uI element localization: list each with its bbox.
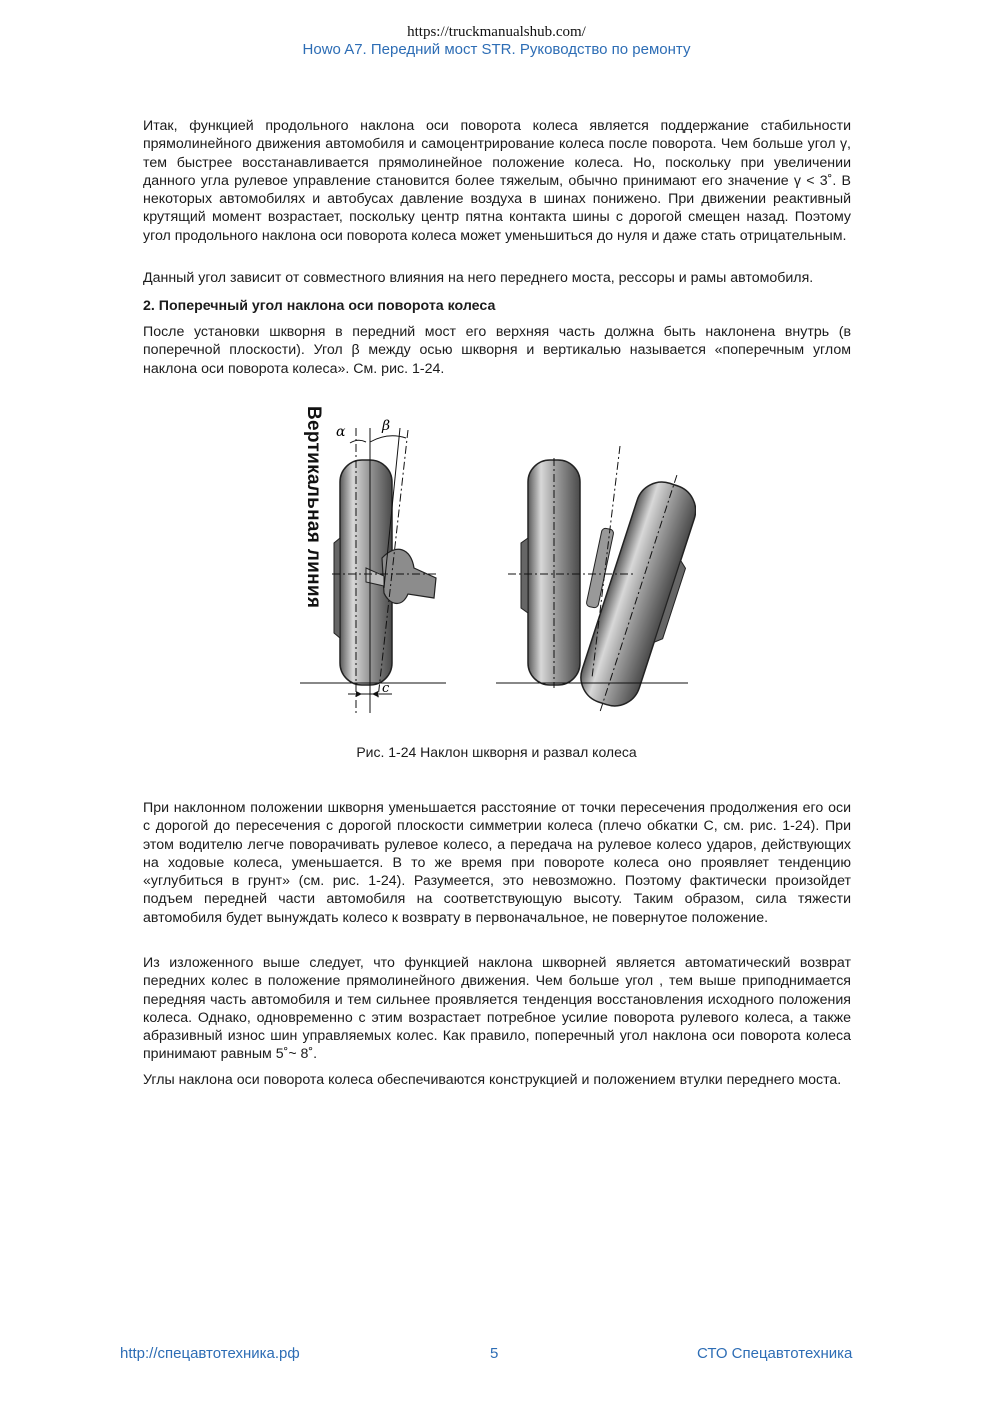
right-vertical-wheel — [521, 458, 580, 688]
footer-website-link[interactable]: http://спецавтотехника.рф — [120, 1345, 300, 1362]
paragraph-text: Данный угол зависит от совместного влияния на него переднего моста, рессоры и рамы автомобиля. — [143, 270, 814, 286]
c-label: c — [382, 681, 390, 696]
left-wheel — [334, 460, 436, 685]
footer-company: СТО Спецавтотехника — [697, 1345, 853, 1362]
figure-caption: Рис. 1-24 Наклон шкворня и развал колеса — [356, 744, 637, 760]
page-number: 5 — [490, 1345, 499, 1362]
source-url: https://truckmanualshub.com/ — [407, 24, 586, 40]
paragraph-text: Углы наклона оси поворота колеса обеспечиваются конструкцией и положением втулки переднего моста. — [143, 1072, 842, 1088]
paragraph-caster-function — [143, 117, 851, 245]
section-heading: 2. Поперечный угол наклона оси поворота колеса — [143, 298, 496, 314]
paragraph-text: При наклонном положении шкворня уменьшается расстояние от точки пересечения продолжения его оси с дорогой до пересечения с дорогой плоскости симметрии колеса (плечо обкатки С, см. рис. 1-24). При этом водителю легче поворачивать рулевое колесо, а передача на рулевое колесо ударов, действующих на ходовые колеса, уменьшается. В то же время при повороте колеса оно проявляет тенденцию «углубиться в грунт» (см. рис. 1-24). Разумеется, это невозможно. Поэтому фактически произойдет подъем передней части автомобиля на соответствующую высоту. Таким образом, сила тяжести автомобиля будет вынуждать колесо к возврату в первоначальное, не повернутое положение. — [143, 800, 851, 926]
paragraph-text: После установки шкворня в передний мост его верхняя часть должна быть наклонена внутрь (в поперечной плоскости). Угол β между осью шкворня и вертикалью называется «поперечным углом наклона оси поворота колеса». См. рис. 1-24. — [143, 324, 851, 377]
paragraph-self-return — [143, 954, 851, 1064]
kingpin-camber-diagram — [296, 398, 696, 718]
alpha-label: α — [336, 424, 346, 440]
paragraph-bushing — [143, 1071, 851, 1089]
paragraph-angle-dependence — [143, 269, 851, 287]
vertical-line-label: Вертикальная линия — [303, 406, 324, 609]
beta-label: β — [382, 418, 391, 434]
paragraph-kingpin-install — [143, 323, 851, 378]
paragraph-scrub-radius — [143, 799, 851, 927]
document-title: Howo A7. Передний мост STR. Руководство по ремонту — [302, 41, 691, 58]
paragraph-text: Итак, функцией продольного наклона оси поворота колеса является поддержание стабильности прямолинейного движения автомобиля и самоцентрирование колеса после поворота. Чем больше угол γ, тем быстрее восстанавливается прямолинейное положение колеса. Но, поскольку при увеличении данного угла рулевое управление становится более тяжелым, обычно принимают его значение γ < 3˚. В некоторых автомобилях и автобусах давление воздуха в шинах понижено. При движении реактивный крутящий момент возрастает, поскольку центр пятна контакта шины с дорогой смещен назад. Поэтому угол продольного наклона оси поворота колеса может уменьшиться до нуля и даже стать отрицательным. — [143, 118, 851, 244]
paragraph-text: Из изложенного выше следует, что функцией наклона шкворней является автоматический возврат передних колес в положение прямолинейного движения. Чем больше угол , тем выше приподнимается передняя часть автомобиля и тем сильнее проявляется тенденция восстановления исходного положения колеса. Однако, одновременно с этим возрастает потребное усилие поворота рулевого колеса, а также абразивный износ шин управляемых колес. Как правило, поперечный угол наклона оси поворота колеса принимают равным 5˚~ 8˚. — [143, 955, 851, 1063]
